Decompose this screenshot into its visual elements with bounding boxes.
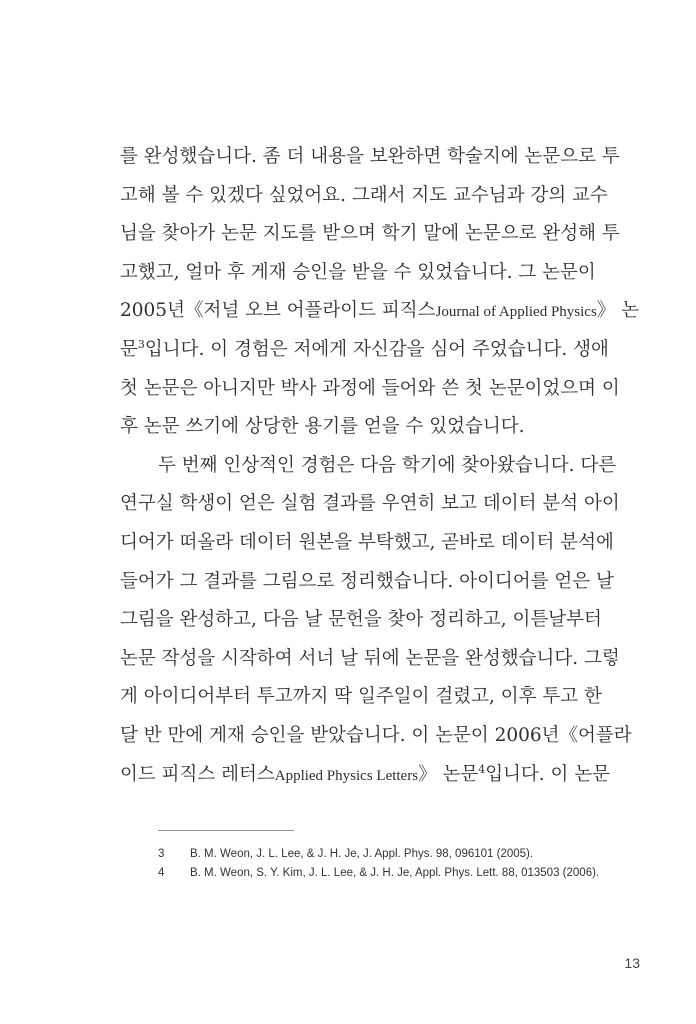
text-line-10: 연구실 학생이 얻은 실험 결과를 우연히 보고 데이터 분석 아이 (120, 493, 620, 515)
body-text (120, 138, 640, 794)
text-line-5-pre: 2005년《저널 오브 어플라이드 피직스 (120, 300, 436, 322)
text-line-17-post-b: 입니다. 이 논문 (485, 763, 611, 785)
footnotes (158, 845, 618, 883)
text-line-4: 고했고, 얼마 후 게재 승인을 받을 수 있었습니다. 그 논문이 (120, 261, 596, 283)
text-line-6-pre: 문 (120, 338, 138, 360)
text-line-1: 를 완성했습니다. 좀 더 내용을 보완하면 학술지에 논문으로 투 (120, 146, 620, 167)
footnote-ref-4[interactable]: 4 (478, 762, 486, 776)
text-line-5-post: 》 논 (596, 300, 640, 322)
footnote-number: 4 (158, 867, 165, 879)
text-line-6 (120, 331, 612, 370)
footnote-number: 3 (158, 848, 165, 860)
text-line-7: 첫 논문은 아니지만 박사 과정에 들어와 쓴 첫 논문이었으며 이 (120, 377, 620, 399)
text-line-13: 그림을 완성하고, 다음 날 문헌을 찾아 정리하고, 이튿날부터 (120, 609, 602, 631)
footnote-text: B. M. Weon, S. Y. Kim, J. L. Lee, & J. H. Je, Appl. Phys. Lett. 88, 013503 (2006). (190, 867, 600, 879)
text-line-17-post-a: 》 논문 (418, 763, 479, 785)
text-line-12: 들어가 그 결과를 그림으로 정리했습니다. 아이디어를 얻은 날 (120, 570, 614, 592)
footnote-divider (158, 830, 294, 831)
text-line-9: 두 번째 인상적인 경험은 다음 학기에 찾아왔습니다. 다른 (158, 454, 617, 476)
text-line-8: 후 논문 쓰기에 상당한 용기를 얻을 수 있었습니다. (120, 416, 525, 438)
text-line-16: 달 반 만에 게재 승인을 받았습니다. 이 논문이 2006년《어플라 (120, 724, 632, 746)
footnote-text: B. M. Weon, J. L. Lee, & J. H. Je, J. Appl. Phys. 98, 096101 (2005). (190, 848, 534, 860)
text-line-17 (120, 756, 612, 795)
footnote-ref-3[interactable]: 3 (137, 337, 145, 351)
text-line-14: 논문 작성을 시작하여 서너 날 뒤에 논문을 완성했습니다. 그렇 (120, 647, 620, 669)
text-line-15: 게 아이디어부터 투고까지 딱 일주일이 걸렸고, 이후 투고 한 (120, 686, 602, 708)
text-line-6-post: 입니다. 이 경험은 저에게 자신감을 심어 주었습니다. 생애 (144, 338, 609, 360)
footnote-item (158, 845, 618, 864)
text-line-5 (120, 292, 640, 331)
text-line-11: 디어가 떠올라 데이터 원본을 부탁했고, 곧바로 데이터 분석에 (120, 531, 614, 553)
journal-title-latin-2: Applied Physics Letters (274, 767, 419, 784)
footnote-item (158, 864, 618, 883)
text-line-3: 님을 찾아가 논문 지도를 받으며 학기 말에 논문으로 완성해 투 (120, 223, 620, 245)
page-number: 13 (624, 955, 640, 971)
text-line-17-pre: 이드 피직스 레터스 (120, 763, 275, 785)
journal-title-latin: Journal of Applied Physics (435, 304, 597, 321)
text-line-2: 고해 볼 수 있겠다 싶었어요. 그래서 지도 교수님과 강의 교수 (120, 184, 608, 206)
